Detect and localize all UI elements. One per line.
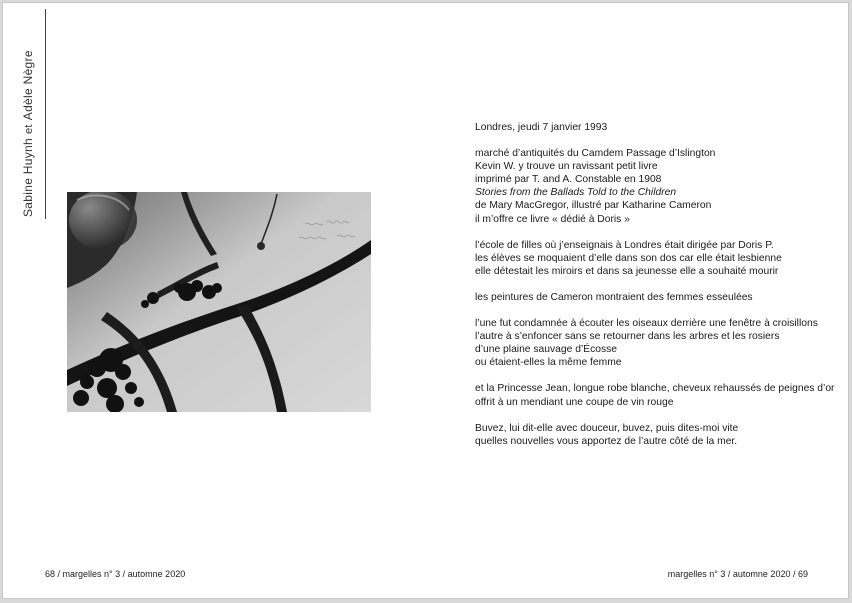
author-credit [17, 41, 39, 217]
author-rule [45, 9, 46, 219]
page-number-left: 68 [45, 569, 56, 579]
stanza-6 [475, 422, 835, 448]
stanza-5 [475, 382, 835, 408]
poem-line: et la Princesse Jean, longue robe blanche, cheveux rehaussés de peignes d’or [475, 383, 835, 395]
author-name-1: Sabine Huynh [21, 138, 35, 217]
stanza-4 [475, 317, 835, 369]
author-name-2: Adèle Nègre [21, 50, 35, 121]
poem-line: l’une fut condamnée à écouter les oiseaux derrière une fenêtre à croisillons [475, 318, 818, 330]
poem-line: les élèves se moquaient d’elle dans son dos car elle était lesbienne [475, 252, 782, 264]
book-spread [2, 2, 849, 599]
poem-line: ou étaient-elles la même femme [475, 357, 622, 369]
poem-line: l’école de filles où j’enseignais à Londres était dirigée par Doris P. [475, 239, 774, 251]
poem-line: imprimé par T. and A. Constable en 1908 [475, 174, 662, 186]
stanza-2 [475, 239, 835, 278]
poem-line: l’autre à s’enfoncer sans se retourner dans les arbres et les rosiers [475, 331, 780, 343]
book-title: Stories from the Ballads Told to the Children [475, 187, 677, 199]
poem-line: Kevin W. y trouve un ravissant petit livre [475, 161, 658, 173]
stanza-1 [475, 147, 835, 226]
photograph [67, 192, 371, 412]
poem-line: d’une plaine sauvage d’Écosse [475, 344, 617, 356]
poem-line: il m’offre ce livre « dédié à Doris » [475, 213, 630, 225]
folio-left [45, 569, 185, 579]
stanza-3 [475, 291, 835, 304]
poem-line: elle détestait les miroirs et dans sa jeunesse elle a souhaité mourir [475, 265, 779, 277]
folio-left-text: / margelles n° 3 / automne 2020 [57, 569, 186, 579]
poem-line: les peintures de Cameron montraient des femmes esseulées [475, 291, 753, 303]
poem-dateline: Londres, jeudi 7 janvier 1993 [475, 122, 608, 133]
poem-line: marché d’antiquités du Camdem Passage d’Islington [475, 148, 716, 160]
page-number-right: 69 [797, 569, 808, 579]
folio-right [668, 569, 808, 579]
poem-line: Buvez, lui dit-elle avec douceur, buvez, puis dites-moi vite [475, 422, 739, 434]
folio-right-text: margelles n° 3 / automne 2020 / [667, 569, 796, 579]
poem [475, 121, 835, 461]
photo-shadow-image [67, 192, 371, 412]
poem-line: quelles nouvelles vous apportez de l’autre côté de la mer. [475, 435, 738, 447]
author-conjunction: et [23, 124, 35, 134]
poem-line: de Mary MacGregor, illustré par Katharine Cameron [475, 200, 712, 212]
poem-line: offrit à un mendiant une coupe de vin rouge [475, 396, 674, 408]
